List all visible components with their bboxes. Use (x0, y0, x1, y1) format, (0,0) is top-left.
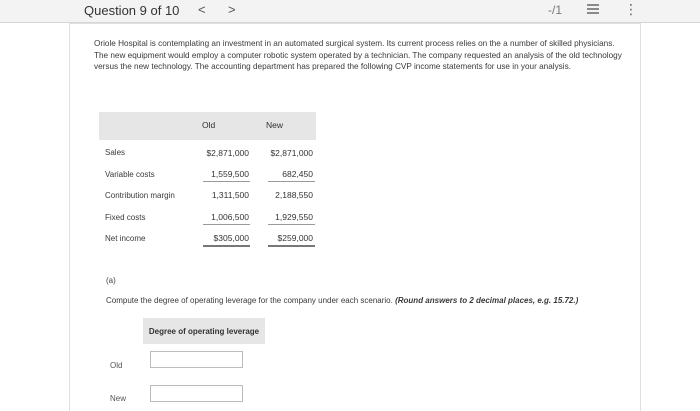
cell-sales-new: $2,871,000 (270, 148, 313, 158)
dol-old-input[interactable] (150, 351, 243, 368)
cell-fixed-costs-old: 1,006,500 (211, 212, 249, 222)
column-header-old: Old (202, 120, 216, 130)
score-display: -/1 (548, 3, 563, 17)
column-header-new: New (266, 120, 284, 130)
cell-contribution-margin-old: 1,311,500 (211, 190, 249, 200)
chevron-left-icon[interactable]: < (198, 2, 206, 17)
row-label-sales: Sales (105, 148, 126, 157)
question-counter: Question 9 of 10 (84, 3, 180, 18)
cell-net-income-old: $305,000 (213, 233, 249, 243)
chevron-right-icon[interactable]: > (228, 2, 236, 17)
underline-variable-old (203, 181, 250, 182)
list-icon[interactable] (587, 4, 599, 15)
question-header-bar (0, 0, 700, 23)
row-label-fixed-costs: Fixed costs (105, 213, 146, 222)
underline-fixed-new (268, 224, 315, 225)
part-label: (a) (106, 276, 116, 285)
answer-label-old: Old (110, 361, 123, 370)
more-vertical-icon[interactable]: ⋮ (624, 1, 638, 17)
cell-variable-costs-new: 682,450 (282, 169, 313, 179)
cell-contribution-margin-new: 2,188,550 (275, 190, 313, 200)
dol-new-input[interactable] (150, 385, 243, 402)
cell-sales-old: $2,871,000 (206, 148, 249, 158)
part-a-instruction (106, 296, 578, 305)
row-label-net-income: Net income (105, 234, 146, 243)
underline-fixed-old (203, 224, 250, 225)
double-underline-net-new (268, 245, 315, 247)
rounding-note: (Round answers to 2 decimal places, e.g. 15.72.) (395, 296, 579, 305)
dol-column-header: Degree of operating leverage (143, 318, 265, 344)
instruction-text: Compute the degree of operating leverage for the company under each scenario. (106, 296, 393, 305)
double-underline-net-old (203, 245, 250, 247)
cell-variable-costs-old: 1,559,500 (211, 169, 249, 179)
row-label-variable-costs: Variable costs (105, 170, 155, 179)
cell-fixed-costs-new: 1,929,550 (275, 212, 313, 222)
underline-variable-new (268, 181, 315, 182)
row-label-contribution-margin: Contribution margin (105, 191, 175, 200)
cell-net-income-new: $259,000 (277, 233, 313, 243)
answer-label-new: New (110, 394, 127, 403)
problem-statement: Oriole Hospital is contemplating an investment in an automated surgical system. Its current process relies on the a number of skilled physicians. The new equipment would employ a computer robotic system operated by a technician. The company requested an analysis of the old technology versus the new technology. The accounting department has prepared the following CVP income statements for use in your analysis. (94, 39, 622, 71)
